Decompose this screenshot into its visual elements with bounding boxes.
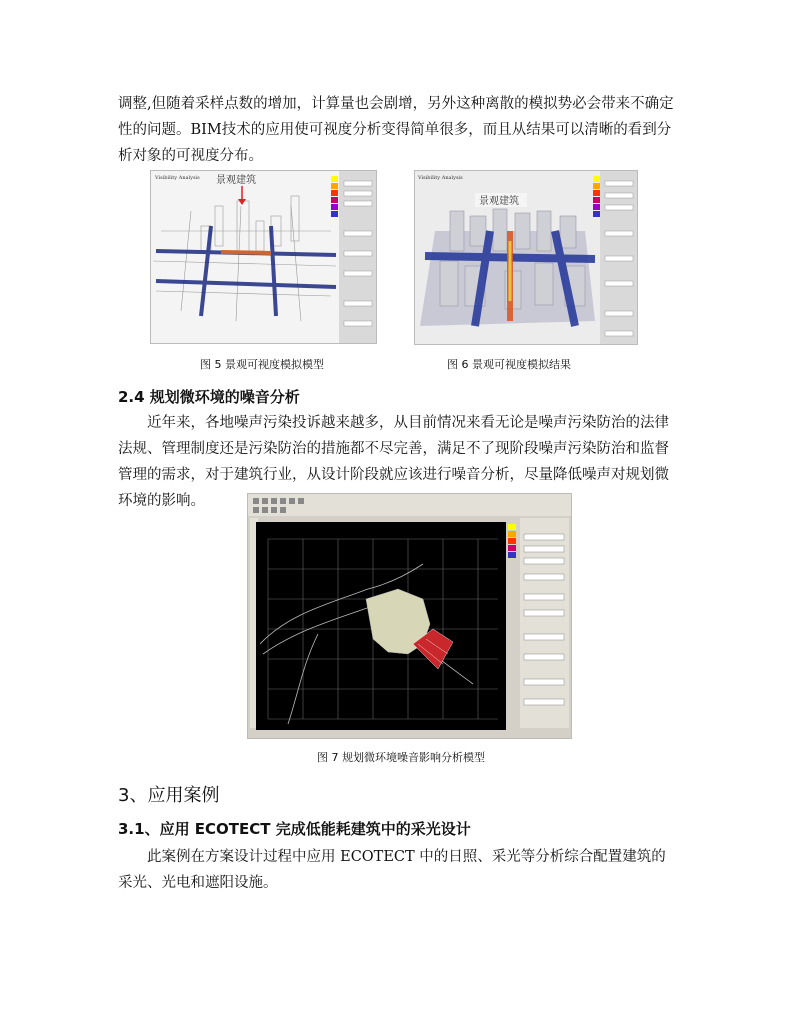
paragraph-1: 调整,但随着采样点数的增加，计算量也会剧增，另外这种离散的模拟势必会带来不确定性的问题。BIM技术的应用使可视度分析变得简单很多，而且从结果可以清晰的看到分析对象的可视度分布。 [118, 96, 674, 164]
figure-6-image [414, 170, 638, 345]
figure-5-panel-title: Visibility Analysis [155, 175, 200, 181]
figure-7-image [247, 493, 572, 739]
figure-5-image [150, 170, 377, 344]
paragraph-2: 近年来，各地噪声污染投诉越来越多，从目前情况来看无论是噪声污染防治的法律法规、管理制度还是污染防治的措施都不尽完善，满足不了现阶段噪声污染防治和监督管理的需求，对于建筑行业，从设计阶段就应该进行噪音分析，尽量降低噪声对规划微环境的影响。 [118, 415, 669, 509]
figure-6-caption: 图 6 景观可视度模拟结果 [447, 358, 571, 371]
figure-5-scene [151, 171, 376, 343]
figure-7-caption: 图 7 规划微环境噪音影响分析模型 [317, 751, 485, 764]
section-heading-3-1: 3.1、应用 ECOTECT 完成低能耗建筑中的采光设计 [118, 820, 471, 838]
figure-6-label: 景观建筑 [479, 196, 519, 207]
section-heading-3: 3、应用案例 [118, 785, 220, 806]
figure-7-legend [508, 524, 516, 558]
figure-6-panel-title: Visibility Analysis [418, 175, 463, 181]
section-heading-2-4: 2.4 规划微环境的噪音分析 [118, 388, 300, 406]
figure-5-label: 景观建筑 [216, 175, 256, 186]
paragraph-3: 此案例在方案设计过程中应用 ECOTECT 中的日照、采光等分析综合配置建筑的采光、光电和遮阳设施。 [118, 849, 666, 891]
figure-7-scene [248, 494, 571, 738]
figure-6-scene [415, 171, 637, 344]
figure-5-caption: 图 5 景观可视度模拟模型 [200, 358, 324, 371]
